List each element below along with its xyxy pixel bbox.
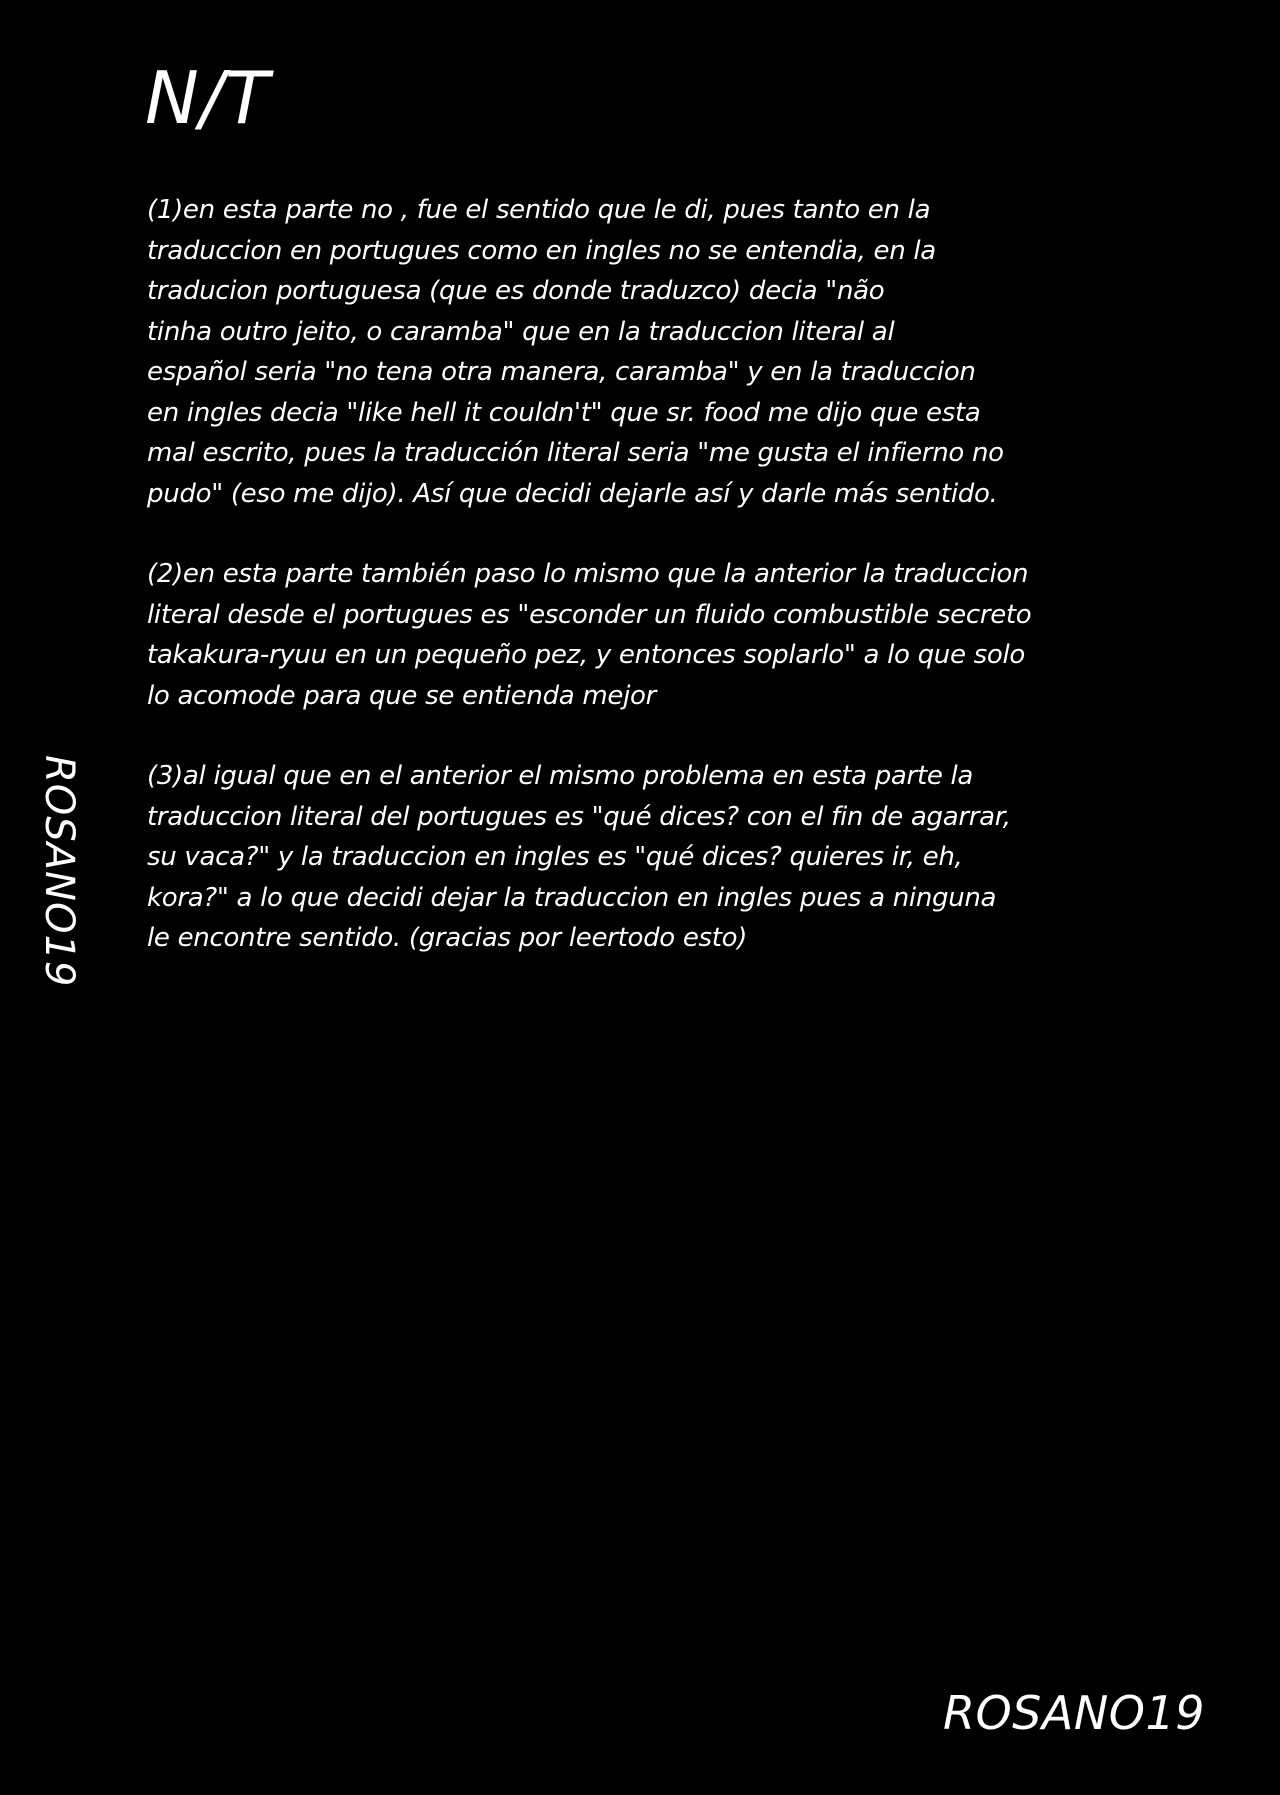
side-watermark (34, 755, 84, 1035)
side-watermark-text: ROSANO19 (36, 755, 82, 988)
page-title: N/T (145, 56, 271, 140)
note-2: (2)en esta parte también paso lo mismo que la anterior la traduccion literal desde el portugues es "esconder un fluido combustible secreto takakura-ryuu en un pequeño pez, y entonces soplarlo" a lo que solo lo acomode para que se entienda mejor (147, 559, 1032, 711)
footer-watermark: ROSANO19 (943, 1686, 1205, 1740)
note-3: (3)al igual que en el anterior el mismo problema en esta parte la traduccion literal del portugues es "qué dices? con el fin de agarrar, su vaca?" y la traduccion en ingles es "qué dices? quieres ir, eh, kora?" a lo que decidi dejar la traduccion en ingles pues a ninguna le encontre sentido. (gracias por leertodo esto) (147, 761, 1011, 953)
note-1: (1)en esta parte no , fue el sentido que le di, pues tanto en la traduccion en portugues como en ingles no se entendia, en la traducion portuguesa (que es donde traduzco) decia "não tinha outro jeito, o caramba" que en la traduccion literal al español seria "no tena otra manera, caramba" y en la traduccion en ingles decia "like hell it couldn't" que sr. food me dijo que esta mal escrito, pues la traducción literal seria "me gusta el infierno no pudo" (eso me dijo). Así que decidi dejarle así y darle más sentido. (147, 195, 1004, 509)
translator-notes (147, 190, 1157, 999)
